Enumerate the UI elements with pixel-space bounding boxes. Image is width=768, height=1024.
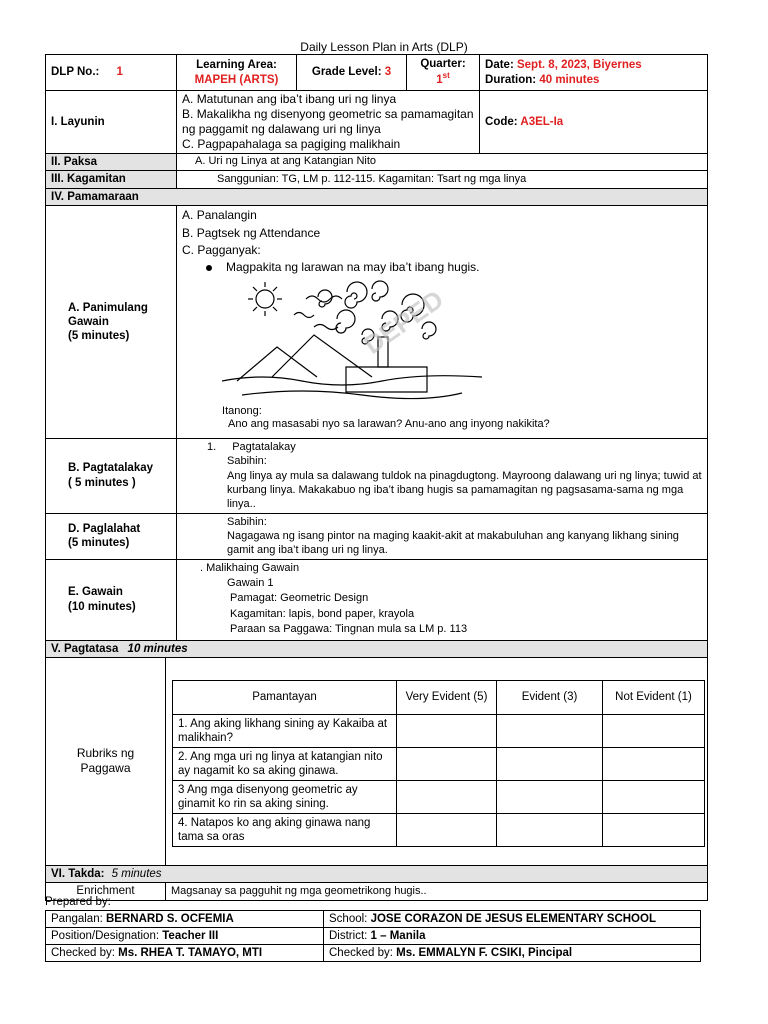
panimula-label-cell (46, 206, 177, 439)
checked-by-cell: Checked by: Ms. EMMALYN F. CSIKI, Pincipal (324, 945, 701, 962)
pagtatalakay-num: 1. (207, 441, 217, 454)
code-label: Code: (485, 115, 518, 128)
gawain-content (177, 559, 708, 640)
gawain-paraan: Paraan sa Paggawa: Tingnan mula sa LM p. 113 (230, 623, 468, 636)
panimula-row (46, 206, 708, 439)
pagtatalakay-content (177, 439, 708, 513)
rubrik-row (46, 657, 708, 865)
gawain-label: E. Gawain (68, 586, 123, 599)
panimula-content (177, 206, 708, 439)
pagtatasa-row (46, 640, 708, 657)
footer-row (46, 911, 701, 928)
panimula-time: (5 minutes) (68, 330, 130, 343)
school-value: JOSE CORAZON DE JESUS ELEMENTARY SCHOOL (370, 913, 656, 925)
rubric-header: Evident (3) (497, 680, 603, 714)
pagtatasa-cell (46, 640, 708, 657)
enrichment-value: Magsanay sa pagguhit ng mga geometrikong hugis.. (166, 883, 708, 900)
itanong-text: Ano ang masasabi nyo sa larawan? Anu-ano ang inyong nakikita? (228, 417, 550, 430)
paglalahat-row (46, 513, 708, 559)
layunin-item: A. Matutunan ang iba’t ibang uri ng linya (182, 92, 397, 106)
takda-time: 5 minutes (111, 867, 162, 880)
rubric-header: Very Evident (5) (397, 680, 497, 714)
layunin-item: B. Makalikha ng disenyong geometric sa pamamagitan ng paggamit ng dalawang uri ng linya (182, 107, 474, 136)
grade-level-cell (297, 55, 407, 91)
pagtatasa-time: 10 minutes (127, 642, 188, 655)
learning-area-label: Learning Area: (196, 59, 277, 72)
rubric-score-cell (603, 813, 705, 846)
paksa-row (46, 154, 708, 171)
panimula-line: C. Pagganyak: (182, 242, 261, 257)
quarter-label: Quarter: (420, 58, 466, 71)
rubric-score-cell (603, 780, 705, 813)
takda-row (46, 865, 708, 882)
rubric-score-cell (397, 813, 497, 846)
pagtatalakay-label-cell (46, 439, 177, 513)
rubrik-label: Rubriks ng Paggawa (46, 657, 166, 865)
takda-label: VI. Takda: (51, 867, 105, 880)
pangalan-cell: Pangalan: BERNARD S. OCFEMIA (46, 911, 324, 928)
rubric-score-cell (497, 747, 603, 780)
paglalahat-label: D. Paglalahat (68, 522, 141, 535)
position-cell: Position/Designation: Teacher III (46, 928, 324, 945)
enrichment-row (46, 883, 708, 900)
learning-area-value: MAPEH (ARTS) (194, 73, 279, 86)
paglalahat-content (177, 513, 708, 559)
panimula-label: A. Panimulang Gawain (68, 301, 148, 328)
panimula-line: A. Panalangin (182, 208, 257, 223)
rubric-criterion: 1. Ang aking likhang sining ay Kakaiba at malikhain? (173, 714, 397, 747)
bullet-item: Magpakita ng larawan na may iba’t ibang hugis. (182, 259, 702, 276)
pagtatalakay-time: ( 5 minutes ) (68, 476, 136, 489)
lesson-plan-table (45, 54, 708, 901)
document-title: Daily Lesson Plan in Arts (DLP) (300, 40, 468, 54)
pamamaraan-row (46, 188, 708, 205)
code-value: A3EL-Ia (520, 115, 564, 128)
footer-row (46, 945, 701, 962)
prepared-by-label: Prepared by: (45, 896, 111, 908)
quarter-cell (407, 55, 480, 91)
duration-label: Duration: (485, 73, 537, 86)
rubric-criterion: 4. Natapos ko ang aking ginawa nang tama sa oras (173, 813, 397, 846)
dlp-value: 1 (116, 66, 123, 79)
gawain-label-cell (46, 559, 177, 640)
shapes-picture (222, 277, 702, 405)
school-cell: School: JOSE CORAZON DE JESUS ELEMENTARY SCHOOL (324, 911, 701, 928)
rubric-score-cell (497, 813, 603, 846)
itanong-label: Itanong: (222, 404, 262, 417)
table-row (173, 813, 705, 846)
checked-by-value: Ms. EMMALYN F. CSIKI, Pincipal (396, 947, 573, 959)
rubric-header: Not Evident (1) (603, 680, 705, 714)
gawain-pamagat: Pamagat: Geometric Design (230, 592, 369, 605)
kagamitan-row (46, 171, 708, 188)
bullet-icon (206, 265, 212, 271)
pagtatasa-label: V. Pagtatasa (51, 642, 119, 655)
panimula-line: B. Pagtsek ng Attendance (182, 225, 321, 240)
paglalahat-label-cell (46, 513, 177, 559)
learning-area-cell (177, 55, 297, 91)
rubric-score-cell (497, 780, 603, 813)
checked-by-cell: Checked by: Ms. RHEA T. TAMAYO, MTI (46, 945, 324, 962)
position-value: Teacher III (162, 930, 219, 942)
rubric-header: Pamantayan (173, 680, 397, 714)
pagtatalakay-text: Ang linya ay mula sa dalawang tuldok na pinagdugtong. Mayroong dalawang uri ng linya; tuwid at kurbang linya. Makakabuo ng iba’t ibang hugis sa pamamagitan ng pagsasama-sama ng mga linya.. (227, 469, 702, 511)
pagtatalakay-row (46, 439, 708, 513)
district-cell: District: 1 – Manila (324, 928, 701, 945)
pangalan-value: BERNARD S. OCFEMIA (106, 913, 234, 925)
district-value: 1 – Manila (370, 930, 426, 942)
header-row (46, 55, 708, 91)
rubric-score-cell (497, 714, 603, 747)
table-row (173, 714, 705, 747)
rubric-score-cell (397, 714, 497, 747)
watermark-text: DEPED (358, 283, 449, 360)
date-duration-cell (480, 55, 708, 91)
paksa-label: II. Paksa (46, 154, 177, 171)
table-row (173, 747, 705, 780)
dlp-label: DLP No.: (51, 66, 100, 79)
takda-cell (46, 865, 708, 882)
rubric-criterion: 3 Ang mga disenyong geometric ay ginamit ko rin sa aking sining. (173, 780, 397, 813)
dlp-number-cell (46, 55, 177, 91)
paglalahat-time: (5 minutes) (68, 537, 130, 550)
enrichment-label: Enrichment (46, 883, 166, 900)
rubric-header-row (173, 680, 705, 714)
kagamitan-value: Sanggunian: TG, LM p. 112-115. Kagamitan: Tsart ng mga linya (177, 171, 708, 188)
shapes-illustration-icon (222, 277, 482, 405)
layunin-row (46, 91, 708, 154)
pagtatalakay-label: B. Pagtatalakay (68, 462, 154, 475)
duration-value: 40 minutes (539, 73, 600, 86)
date-label: Date: (485, 59, 514, 72)
date-value: Sept. 8, 2023, Biyernes (516, 59, 642, 72)
rubric-score-cell (603, 747, 705, 780)
checked-by-value: Ms. RHEA T. TAMAYO, MTI (118, 947, 263, 959)
grade-level-value: 3 (384, 66, 392, 79)
gawain-time: (10 minutes) (68, 600, 136, 613)
quarter-value: 1st (436, 71, 450, 87)
pagtatalakay-heading: Pagtatalakay (232, 441, 296, 454)
layunin-items (177, 91, 480, 154)
rubric-score-cell (397, 747, 497, 780)
kagamitan-label: III. Kagamitan (46, 171, 177, 188)
signatory-table (45, 910, 701, 962)
rubric-criterion: 2. Ang mga uri ng linya at katangian nito ay nagamit ko sa aking ginawa. (173, 747, 397, 780)
paglalahat-text: Nagagawa ng isang pintor na maging kaakit-akit at makabuluhan ang kanyang likhang sining gamit ang iba’t ibang uri ng linya. (227, 529, 679, 557)
layunin-item: C. Pagpapahalaga sa pagiging malikhain (182, 137, 401, 151)
gawain-heading: . Malikhaing Gawain (200, 561, 300, 574)
code-cell (480, 91, 708, 154)
paksa-value: A. Uri ng Linya at ang Katangian Nito (177, 154, 708, 171)
gawain-kagamitan: Kagamitan: lapis, bond paper, krayola (230, 607, 415, 620)
gawain-1: Gawain 1 (227, 576, 274, 589)
footer-row (46, 928, 701, 945)
sabihin-label: Sabihin: (227, 515, 267, 528)
layunin-label: I. Layunin (46, 91, 177, 154)
sabihin-label: Sabihin: (227, 455, 267, 468)
pamamaraan-label: IV. Pamamaraan (46, 188, 708, 205)
rubric-score-cell (603, 714, 705, 747)
rubrik-table-cell (166, 657, 708, 865)
rubric-score-cell (397, 780, 497, 813)
table-row (173, 780, 705, 813)
grade-level-label: Grade Level: (311, 66, 382, 79)
rubric-table (172, 680, 705, 847)
gawain-row (46, 559, 708, 640)
